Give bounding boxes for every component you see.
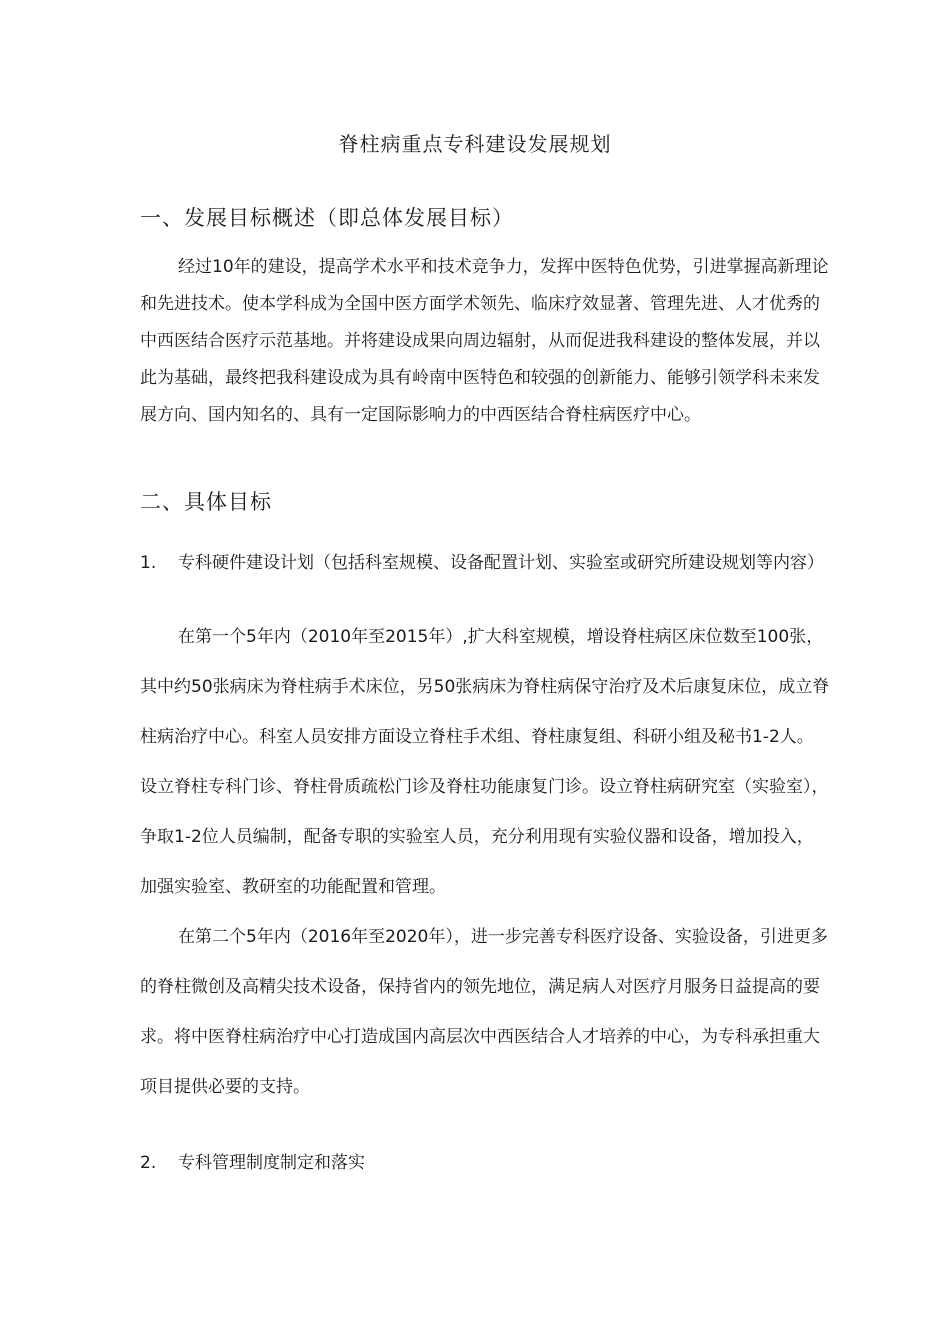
list-item-1-text: 专科硬件建设计划（包括科室规模、设备配置计划、实验室或研究所建设规划等内容） xyxy=(178,553,824,573)
list-item-2 xyxy=(140,1148,830,1178)
list-item-2-number: 2. xyxy=(140,1153,157,1173)
section1-paragraph xyxy=(140,249,830,434)
section2-para2-text: 在第二个5年内（2016年至2020年），进一步完善专科医疗设备、实验设备，引进更多的脊柱微创及高精尖技术设备，保持省内的领先地位，满足病人对医疗月服务日益提高的要求。将中医脊柱病治疗中心打造成国内高层次中西医结合人才培养的中心，为专科承担重大项目提供必要的支持。 xyxy=(140,927,828,1097)
document-title: 脊柱病重点专科建设发展规划 xyxy=(338,132,612,156)
list-item-1-number: 1. xyxy=(140,553,157,573)
list-item-1 xyxy=(140,548,830,578)
section2-paragraph-1 xyxy=(140,612,830,912)
section2-heading: 二、具体目标 xyxy=(140,490,272,514)
section1-heading: 一、发展目标概述（即总体发展目标） xyxy=(140,206,514,230)
list-item-2-text: 专科管理制度制定和落实 xyxy=(178,1153,365,1173)
section2-para1-text: 在第一个5年内（2010年至2015年）,扩大科室规模，增设脊柱病区床位数至100张，其中约50张病床为脊柱病手术床位，另50张病床为脊柱病保守治疗及术后康复床位，成立脊柱病治疗中心。科室人员安排方面设立脊柱手术组、脊柱康复组、科研小组及秘书1-2人。设立脊柱专科门诊、脊柱骨质疏松门诊及脊柱功能康复门诊。设立脊柱病研究室（实验室），争取1-2位人员编制，配备专职的实验室人员，充分利用现有实验仪器和设备，增加投入，加强实验室、教研室的功能配置和管理。 xyxy=(140,627,830,897)
section1-body: 经过10年的建设，提高学术水平和技术竞争力，发挥中医特色优势，引进掌握高新理论和先进技术。使本学科成为全国中医方面学术领先、临床疗效显著、管理先进、人才优秀的中西医结合医疗示范基地。并将建设成果向周边辐射，从而促进我科建设的整体发展，并以此为基础，最终把我科建设成为具有岭南中医特色和较强的创新能力、能够引领学科未来发展方向、国内知名的、具有一定国际影响力的中西医结合脊柱病医疗中心。 xyxy=(140,257,829,425)
section2-paragraph-2 xyxy=(140,912,830,1112)
